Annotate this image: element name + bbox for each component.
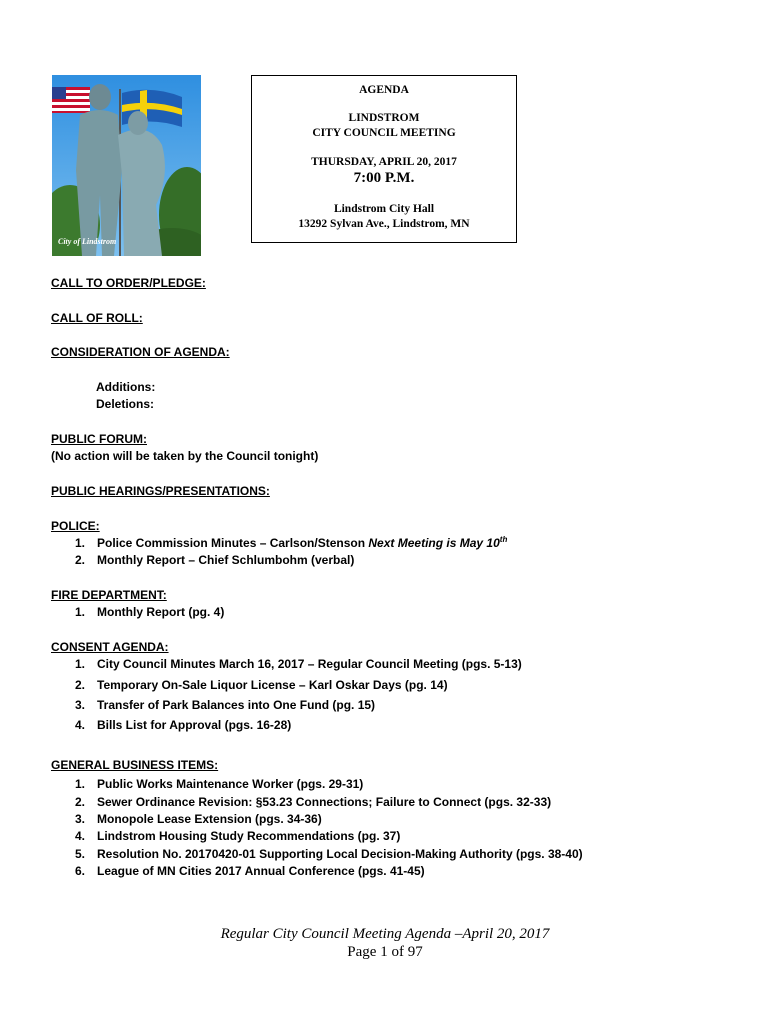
meeting-date: THURSDAY, APRIL 20, 2017 — [311, 156, 457, 168]
hearings-heading: PUBLIC HEARINGS/PRESENTATIONS: — [51, 484, 270, 498]
item-number: 3. — [75, 812, 86, 826]
item-number: 1. — [75, 777, 86, 791]
item-text: Temporary On-Sale Liquor License – Karl Oskar Days (pg. 14) — [97, 678, 448, 692]
consent-item — [75, 678, 448, 692]
item-number: 2. — [75, 795, 86, 809]
statue-image — [52, 75, 201, 256]
consideration-heading: CONSIDERATION OF AGENDA: — [51, 345, 230, 359]
consent-item — [75, 718, 291, 732]
item-text: City Council Minutes March 16, 2017 – Regular Council Meeting (pgs. 5-13) — [97, 657, 522, 671]
police-heading: POLICE: — [51, 519, 100, 533]
meeting-address: 13292 Sylvan Ave., Lindstrom, MN — [298, 218, 470, 230]
ordinal-suffix: th — [499, 535, 508, 544]
item-text: League of MN Cities 2017 Annual Conference (pgs. 41-45) — [97, 864, 425, 878]
meeting-time: 7:00 P.M. — [353, 170, 415, 186]
item-text: Public Works Maintenance Worker (pgs. 29-31) — [97, 777, 364, 791]
consent-heading: CONSENT AGENDA: — [51, 640, 169, 654]
item-text: Monthly Report (pg. 4) — [97, 605, 225, 619]
meeting-type: CITY COUNCIL MEETING — [312, 127, 456, 139]
item-text: Monopole Lease Extension (pgs. 34-36) — [97, 812, 322, 826]
general-item — [75, 777, 363, 791]
fire-item — [75, 605, 224, 619]
city-photo — [52, 75, 201, 256]
item-number: 4. — [75, 829, 86, 843]
item-text: Police Commission Minutes – Carlson/Stenson — [97, 536, 369, 550]
additions-label: Additions: — [96, 380, 156, 394]
footer-title: Regular City Council Meeting Agenda –April 20, 2017 — [220, 926, 550, 942]
general-item — [75, 795, 551, 809]
item-number: 3. — [75, 698, 86, 712]
next-meeting-note: Next Meeting is May 10 — [368, 536, 500, 550]
public-forum-heading: PUBLIC FORUM: — [51, 432, 147, 446]
photo-caption: City of Lindstrom — [58, 237, 117, 246]
item-text: Bills List for Approval (pgs. 16-28) — [97, 718, 292, 732]
call-of-roll-heading: CALL OF ROLL: — [51, 311, 143, 325]
item-number: 1. — [75, 536, 86, 550]
police-item — [75, 536, 507, 550]
item-number: 6. — [75, 864, 86, 878]
fire-heading: FIRE DEPARTMENT: — [51, 588, 167, 602]
item-number: 2. — [75, 553, 86, 567]
general-item — [75, 812, 322, 826]
item-text: Monthly Report – Chief Schlumbohm (verbal) — [97, 553, 355, 567]
general-item — [75, 829, 400, 843]
general-item — [75, 864, 425, 878]
agenda-label: AGENDA — [359, 84, 409, 96]
deletions-label: Deletions: — [96, 397, 155, 411]
meeting-venue: Lindstrom City Hall — [333, 203, 435, 215]
item-number: 5. — [75, 847, 86, 861]
page-number: Page 1 of 97 — [347, 944, 423, 960]
police-item — [75, 553, 354, 567]
item-number: 2. — [75, 678, 86, 692]
item-text: Resolution No. 20170420-01 Supporting Local Decision-Making Authority (pgs. 38-40) — [97, 847, 583, 861]
consent-item — [75, 698, 375, 712]
item-text: Sewer Ordinance Revision: §53.23 Connections; Failure to Connect (pgs. 32-33) — [97, 795, 552, 809]
item-text: Lindstrom Housing Study Recommendations (pg. 37) — [97, 829, 401, 843]
general-business-heading: GENERAL BUSINESS ITEMS: — [51, 758, 219, 772]
call-to-order-heading: CALL TO ORDER/PLEDGE: — [51, 276, 206, 290]
item-text: Transfer of Park Balances into One Fund (pg. 15) — [97, 698, 376, 712]
public-forum-note: (No action will be taken by the Council tonight) — [51, 449, 319, 463]
agenda-header-box — [251, 75, 517, 243]
item-number: 1. — [75, 657, 86, 671]
consent-item — [75, 657, 522, 671]
general-item — [75, 847, 583, 861]
item-number: 1. — [75, 605, 86, 619]
item-number: 4. — [75, 718, 86, 732]
city-name: LINDSTROM — [348, 112, 420, 124]
